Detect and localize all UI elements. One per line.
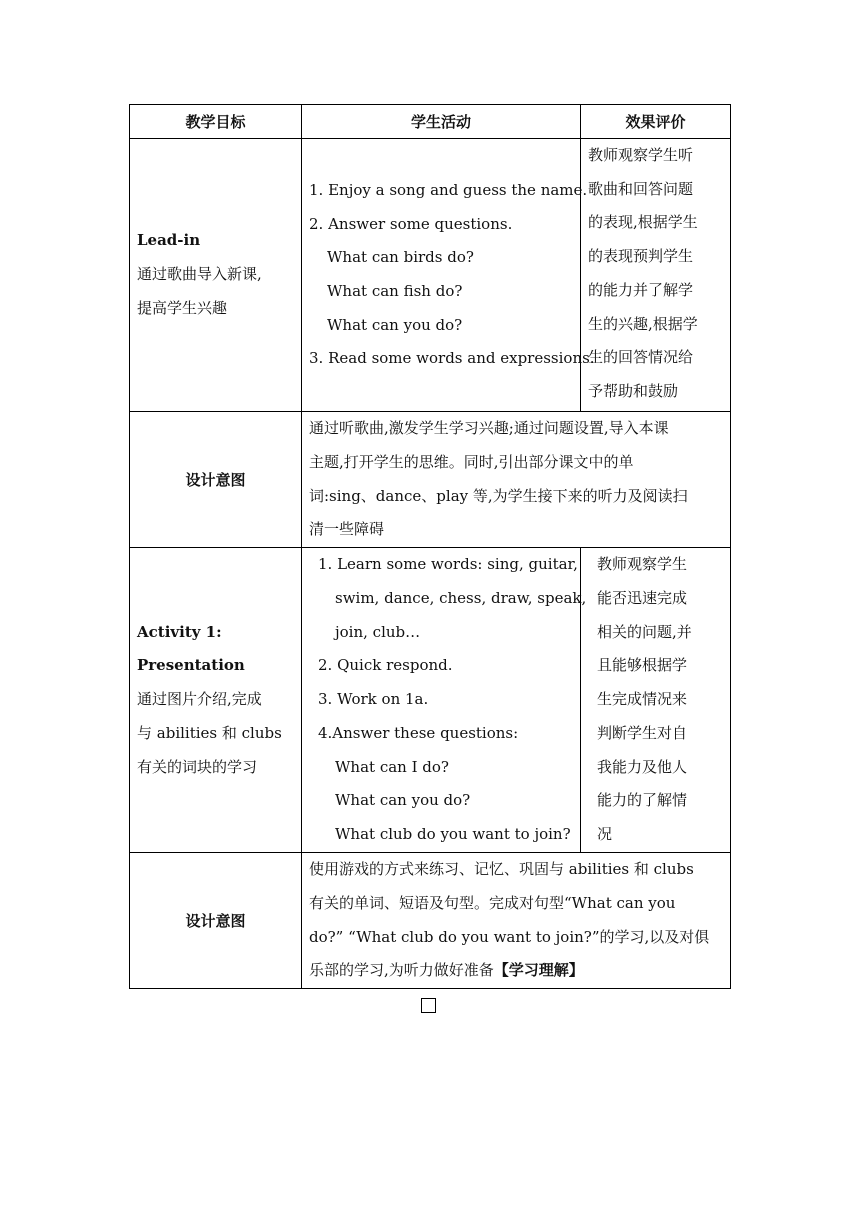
eval-line: 判断学生对自 [597,723,688,742]
activity-1-eval-cell [581,548,731,853]
activity-question: What can fish do? [327,282,463,300]
header-evaluation: 效果评价 [581,105,731,139]
lead-in-goal-line: 通过歌曲导入新课, [137,265,262,284]
lesson-plan-table [129,104,731,989]
activity-item: 2. Quick respond. [318,656,453,675]
lead-in-goal-cell [130,139,302,412]
design-intent-row-2 [130,853,731,989]
activity-1-subtitle: Presentation [137,656,245,675]
eval-line: 的能力并了解学 [588,280,694,299]
activity-item: 3. Read some words and expressions. [309,349,595,368]
activity-1-goal-line: 有关的词块的学习 [137,757,258,776]
activity-item: swim, dance, chess, draw, speak, [335,589,587,608]
activity-1-goal-cell [130,548,302,853]
activity-question: What can I do? [335,757,449,776]
design-line-text: 乐部的学习,为听力做好准备 [309,961,494,980]
activity-1-title: Activity 1: [137,622,222,641]
design-line: 清一些障碍 [309,520,385,539]
eval-line: 教师观察学生听 [588,146,694,164]
eval-line: 生完成情况来 [597,690,688,709]
design-line: 词:sing、dance、play 等,为学生接下来的听力及阅读扫 [309,486,688,505]
activity-question: What can you do? [335,791,471,810]
eval-line: 予帮助和鼓励 [588,381,679,400]
activity-item: 1. Learn some words: sing, guitar, [318,555,578,574]
activity-1-activity-cell [302,548,587,853]
lead-in-row [130,139,731,412]
header-goal: 教学目标 [130,105,302,139]
activity-item: 4.Answer these questions: [318,723,519,742]
eval-line: 况 [597,824,613,843]
activity-1-goal-line: 通过图片介绍,完成 [137,690,262,709]
design-line: 主题,打开学生的思维。同时,引出部分课文中的单 [309,452,634,471]
eval-line: 能力的了解情 [597,791,688,810]
activity-item: join, club… [335,622,421,641]
eval-line: 教师观察学生 [597,555,688,574]
design-line: do?” “What club do you want to join?”的学习,以及对俱 [309,927,710,946]
design-intent-row-1 [130,412,731,548]
learning-tag: 【学习理解】 [493,961,584,980]
design-line: 通过听歌曲,激发学生学习兴趣;通过问题设置,导入本课 [309,419,669,438]
header-activity: 学生活动 [302,105,581,139]
eval-line: 我能力及他人 [597,757,688,776]
design-intent-text [302,853,731,989]
eval-line: 能否迅速完成 [597,589,688,608]
lead-in-activity-cell [302,139,595,412]
design-intent-label: 设计意图 [130,412,302,548]
activity-1-goal-line: 与 abilities 和 clubs [137,723,282,742]
eval-line: 生的回答情况给 [588,348,694,367]
lead-in-title: Lead-in [137,231,201,250]
eval-line: 的表现预判学生 [588,247,694,266]
lead-in-goal-line: 提高学生兴趣 [137,298,228,317]
eval-line: 的表现,根据学生 [588,213,698,232]
activity-item: 2. Answer some questions. [309,214,513,233]
activity-question: What club do you want to join? [335,824,571,843]
design-line: 有关的单词、短语及句型。完成对句型“What can you [309,893,676,912]
design-line: 使用游戏的方式来练习、记忆、巩固与 abilities 和 clubs [309,860,694,879]
design-intent-label: 设计意图 [130,853,302,989]
empty-checkbox-glyph [421,998,436,1013]
eval-line: 相关的问题,并 [597,622,692,641]
eval-line: 且能够根据学 [597,656,688,675]
design-intent-text [302,412,731,548]
eval-line: 生的兴趣,根据学 [588,314,698,333]
eval-line: 歌曲和回答问题 [588,179,694,198]
activity-question: What can birds do? [327,248,474,267]
activity-item: 3. Work on 1a. [318,690,429,709]
header-row [130,105,731,139]
lead-in-eval-cell [581,139,731,412]
activity-question: What can you do? [327,315,463,334]
activity-item: 1. Enjoy a song and guess the name. [309,180,588,199]
activity-1-row [130,548,731,853]
design-line-last [309,954,723,988]
